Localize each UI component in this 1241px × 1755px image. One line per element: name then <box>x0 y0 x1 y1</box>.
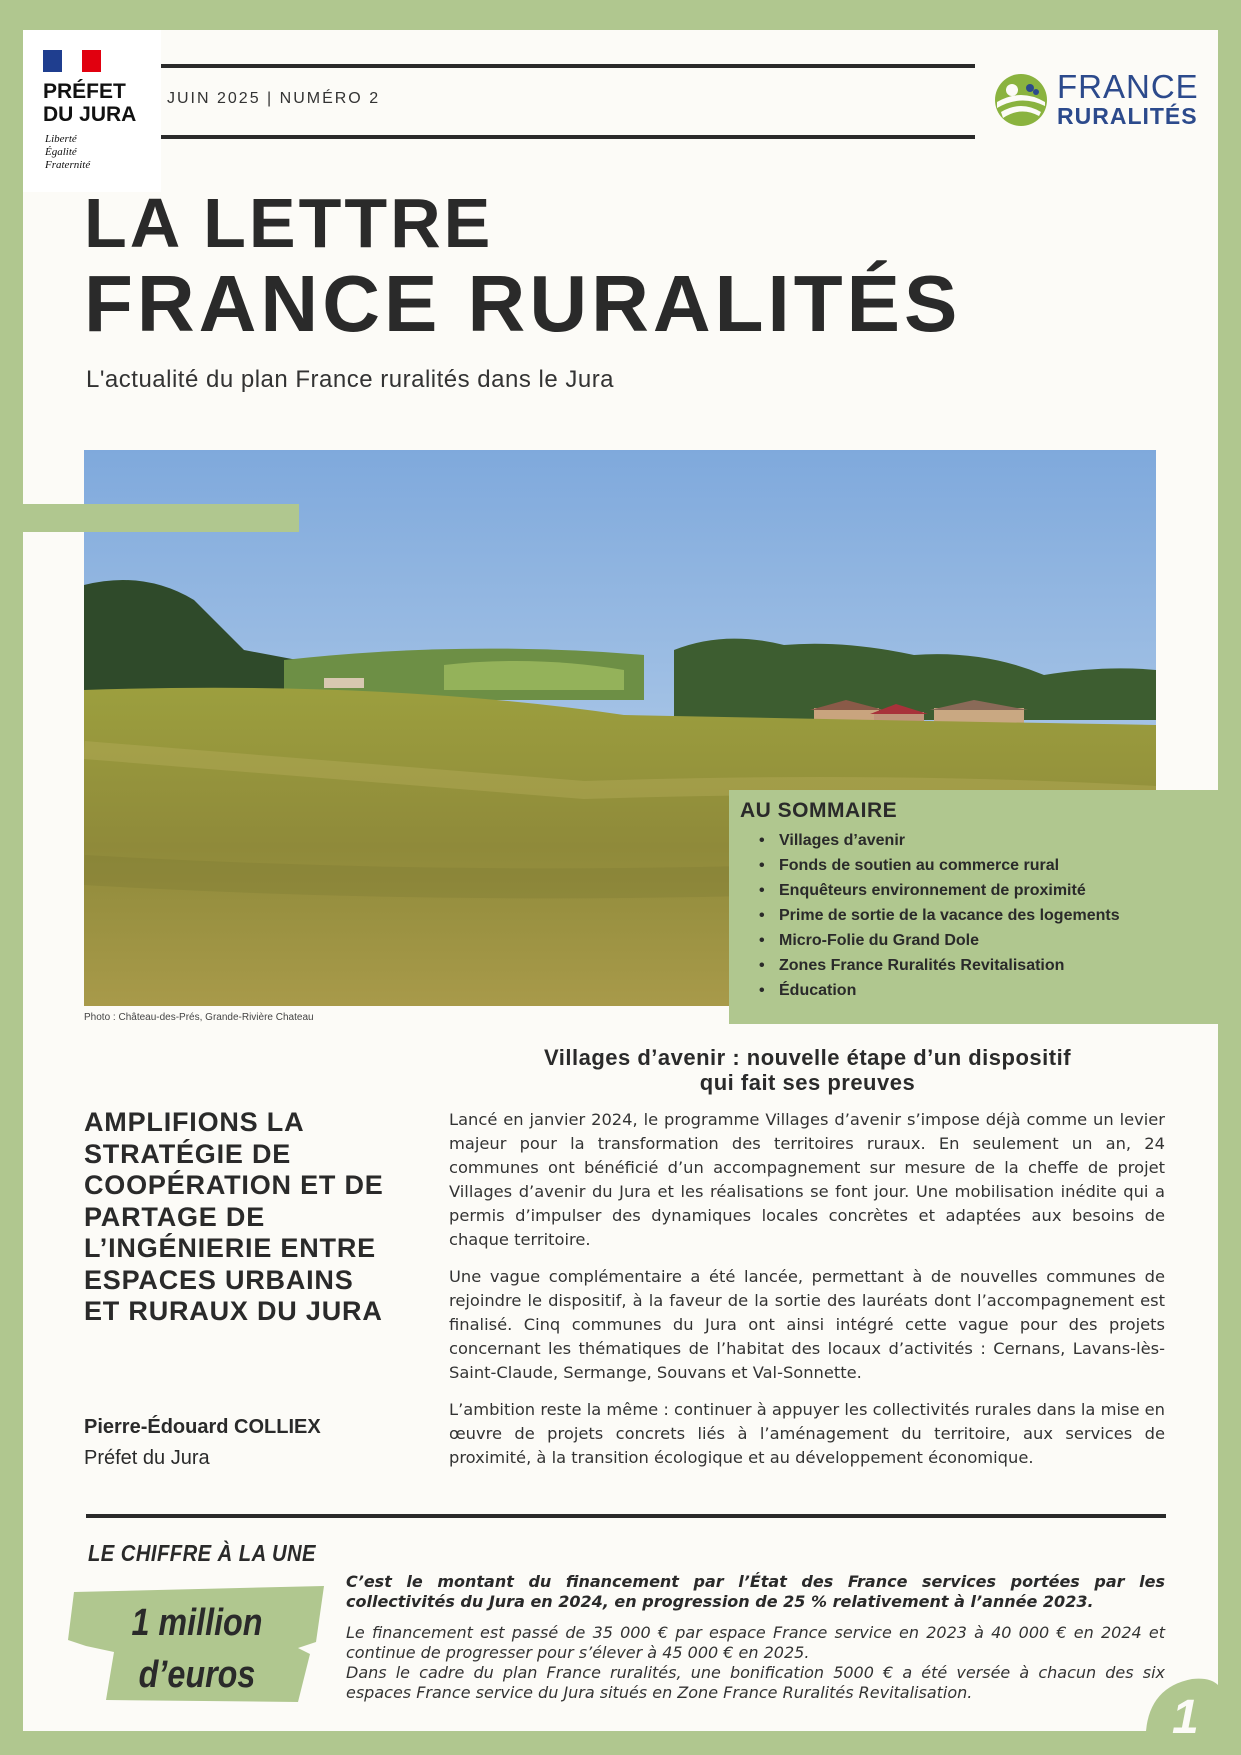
key-figure-text: Le financement est passé de 35 000 € par espace France service en 2023 à 40 000 € en 2024 et continue de progresser pour s’élever à 45 000 € en 2025. <box>346 1623 1165 1662</box>
issue-date: JUIN 2025 | NUMÉRO 2 <box>167 90 381 107</box>
logo-word-france: FRANCE <box>1057 68 1199 105</box>
prefet-logo <box>23 30 161 192</box>
edito-headline: AMPLIFIONS LA STRATÉGIE DE COOPÉRATION ET DE PARTAGE DE L’INGÉNIERIE ENTRE ESPACES URBAINS ET RURAUX DU JURA <box>84 1107 384 1326</box>
summary-item[interactable]: • Fonds de soutien au commerce rural <box>779 853 1120 878</box>
article-paragraph: Une vague complémentaire a été lancée, permettant à de nouvelles communes de rejoindre le dispositif, à la faveur de la sortie des lauréats dont l’accompagnement est finalisé. Cinq communes du Jura ont ainsi intégré cette vague pour des projets concernant les thématiques de l’habitat des locaux d’activités : Cernans, Lavans-lès-Saint-Claude, Sermange, Souvans et Val-Sonnette. <box>449 1267 1165 1382</box>
key-figure-lead: C’est le montant du financement par l’État des France services portées par les collectivités du Jura en 2024, en progression de 25 % relativement à l’année 2023. <box>346 1572 1165 1611</box>
section-divider <box>86 1514 1166 1518</box>
french-flag-icon <box>43 50 101 72</box>
article-title: Villages d’avenir : nouvelle étape d’un dispositif qui fait ses preuves <box>543 1045 1072 1095</box>
summary-list <box>779 828 1120 1003</box>
key-figure-label: LE CHIFFRE À LA UNE <box>88 1540 317 1566</box>
newsletter-title-line1: LA LETTRE <box>84 184 494 262</box>
rural-landscape-icon <box>993 72 1049 128</box>
logo-word-ruralites: RURALITÉS <box>1057 103 1198 129</box>
prefet-title: PRÉFET DU JURA <box>43 80 137 126</box>
newsletter-title-line2: FRANCE RURALITÉS <box>84 259 962 348</box>
photo-credit: Photo : Château-des-Prés, Grande-Rivière Chateau <box>84 1012 314 1023</box>
author-role: Préfet du Jura <box>84 1447 210 1469</box>
summary-box <box>729 790 1218 1024</box>
key-figure-value: 1 million d’euros <box>131 1602 263 1696</box>
summary-item[interactable]: • Zones France Ruralités Revitalisation <box>779 953 1120 978</box>
france-ruralites-logo <box>993 68 1198 132</box>
article-paragraph: L’ambition reste la même : continuer à appuyer les collectivités rurales dans la mise en œuvre de projets concrets liés à l’aménagement du territoire, aux services de proximité, à la transition écologique et au développement économique. <box>449 1400 1165 1467</box>
header-rule-bottom <box>161 135 975 139</box>
summary-item[interactable]: • Enquêteurs environnement de proximité <box>779 878 1120 903</box>
key-figure-text: Dans le cadre du plan France ruralités, une bonification 5000 € a été versée à chacun des six espaces France service du Jura situés en Zone France Ruralités Revitalisation. <box>346 1663 1165 1702</box>
summary-item[interactable]: • Éducation <box>779 978 1120 1003</box>
newsletter-subtitle: L'actualité du plan France ruralités dans le Jura <box>86 366 615 393</box>
article-paragraph: Lancé en janvier 2024, le programme Villages d’avenir s’impose déjà comme un levier majeur pour la transformation des territoires ruraux. En seulement un an, 24 communes ont bénéficié d’un accompagnement sur mesure de la cheffe de projet Villages d’avenir du Jura et les réalisations se font jour. Une mobilisation inédite qui a permis d’impulser des dynamiques locales concrètes et adaptées aux besoins de chaque territoire. <box>449 1110 1165 1249</box>
summary-item[interactable]: • Prime de sortie de la vacance des logements <box>779 903 1120 928</box>
summary-item[interactable]: • Micro-Folie du Grand Dole <box>779 928 1120 953</box>
summary-title: AU SOMMAIRE <box>740 799 898 822</box>
page-number: 1 <box>1172 1691 1199 1744</box>
decorative-green-bar <box>23 504 299 532</box>
header-rule-top <box>161 64 975 68</box>
summary-item[interactable]: • Villages d’avenir <box>779 828 1120 853</box>
author-name: Pierre-Édouard COLLIEX <box>84 1416 321 1438</box>
republic-motto: Liberté Égalité Fraternité <box>45 133 91 171</box>
